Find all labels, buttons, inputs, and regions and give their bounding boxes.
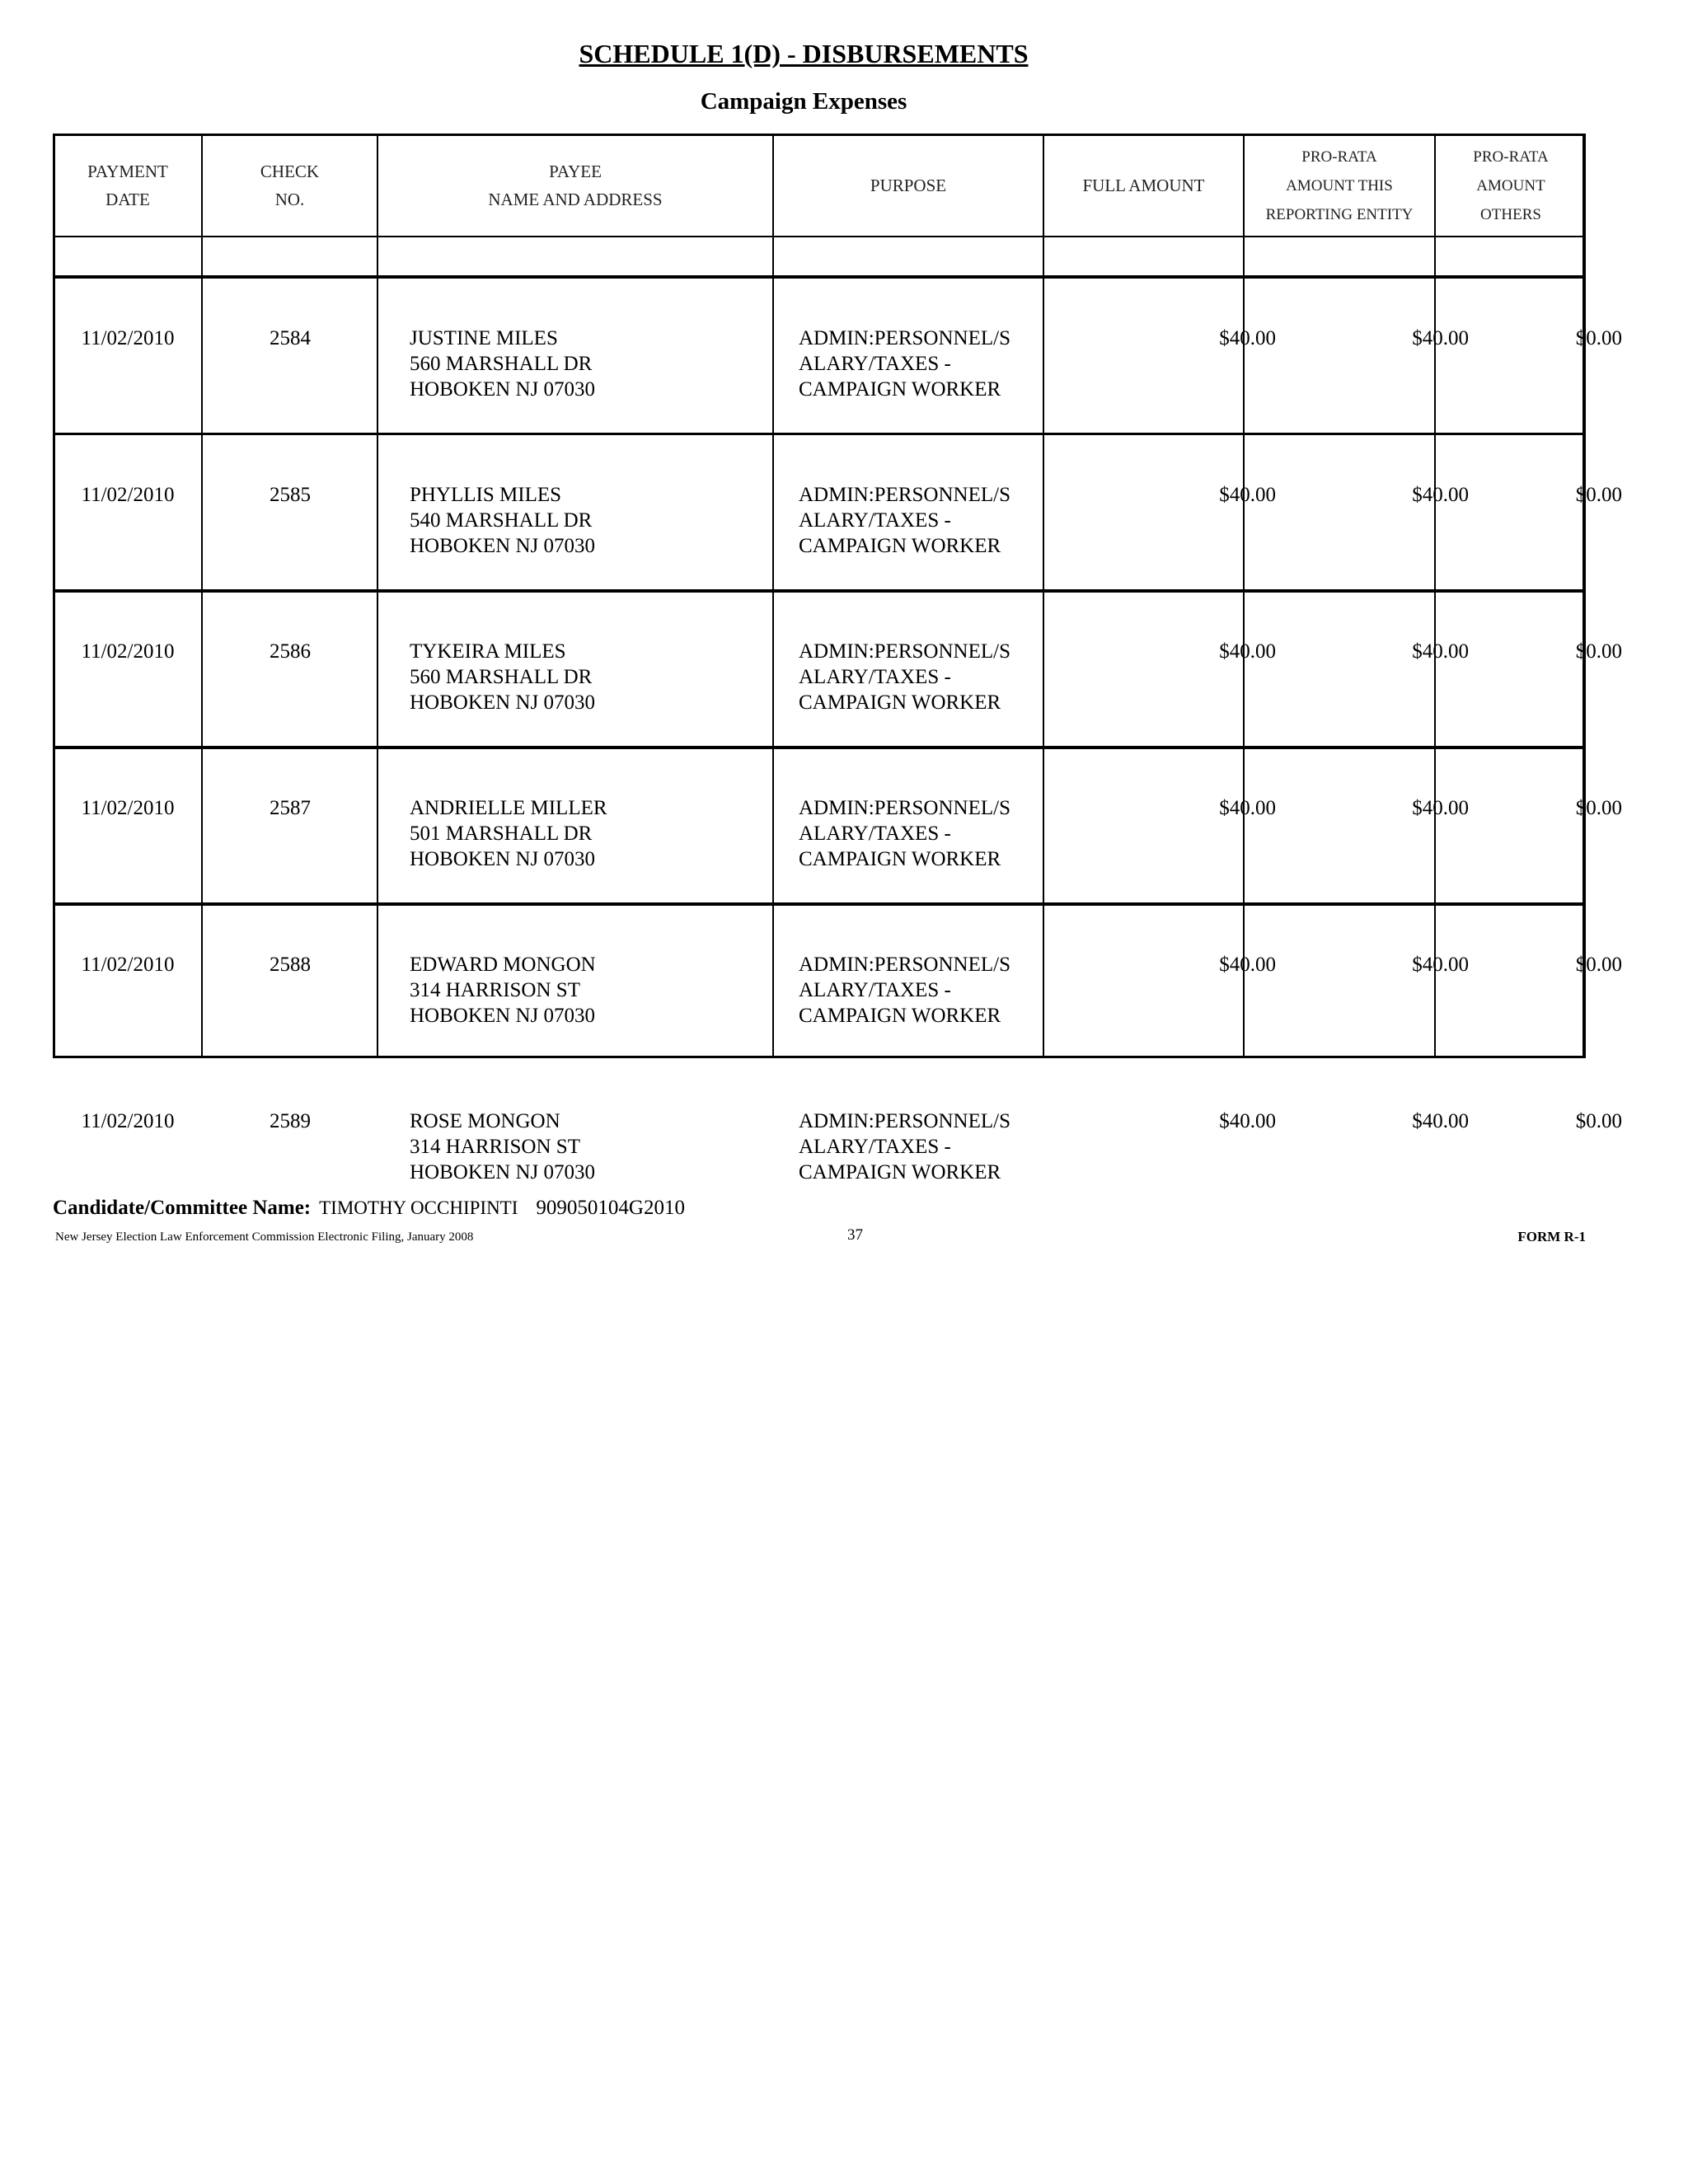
payee: [410, 795, 772, 872]
purpose: ADMIN:PERSONNEL/S ALARY/TAXES - CAMPAIGN WORKER: [799, 484, 1010, 557]
committee-id: 909050104G2010: [536, 1197, 685, 1219]
full-amount: $40.00: [1219, 640, 1276, 663]
header-pro-rata-entity: PRO-RATA AMOUNT THIS REPORTING ENTITY: [1265, 148, 1414, 223]
header-pro-rata-others: PRO-RATA AMOUNT OTHERS: [1473, 148, 1549, 223]
full-amount: $40.00: [1219, 1110, 1276, 1132]
payee-city: HOBOKEN NJ 07030: [410, 378, 595, 401]
full-amount: $40.00: [1219, 797, 1276, 819]
pro-rata-entity: $40.00: [1412, 797, 1469, 819]
pro-rata-others: $0.00: [1575, 797, 1622, 819]
payee-street: 560 MARSHALL DR: [410, 666, 593, 688]
table-row: [53, 795, 1622, 952]
check-number: 2586: [270, 640, 311, 663]
full-amount: $40.00: [1219, 327, 1276, 349]
page-number: 37: [847, 1226, 863, 1244]
pro-rata-others: $0.00: [1575, 1110, 1622, 1132]
pro-rata-entity: $40.00: [1412, 327, 1469, 349]
pro-rata-others: $0.00: [1575, 327, 1622, 349]
payee-name: ANDRIELLE MILLER: [410, 797, 607, 819]
pro-rata-entity: $40.00: [1412, 484, 1469, 506]
schedule-title: SCHEDULE 1(D) - DISBURSEMENTS: [579, 39, 1029, 68]
purpose: ADMIN:PERSONNEL/S ALARY/TAXES - CAMPAIGN WORKER: [799, 797, 1010, 870]
payment-date: 11/02/2010: [81, 484, 175, 506]
payment-date: 11/02/2010: [81, 797, 175, 819]
table-row: [53, 482, 1622, 639]
payment-date: 11/02/2010: [81, 640, 175, 663]
purpose: ADMIN:PERSONNEL/S ALARY/TAXES - CAMPAIGN WORKER: [799, 954, 1010, 1027]
filing-note: New Jersey Election Law Enforcement Commission Electronic Filing, January 2008: [55, 1230, 474, 1244]
pro-rata-others: $0.00: [1575, 484, 1622, 506]
committee-name: TIMOTHY OCCHIPINTI: [319, 1197, 518, 1218]
check-number: 2585: [270, 484, 311, 506]
header-purpose: PURPOSE: [870, 176, 947, 195]
payee-name: ROSE MONGON: [410, 1110, 560, 1132]
header-full-amount: FULL AMOUNT: [1082, 176, 1205, 195]
table-row: [53, 326, 1622, 482]
pro-rata-entity: $40.00: [1412, 640, 1469, 663]
row-divider: [53, 275, 1586, 279]
payee-street: 560 MARSHALL DR: [410, 353, 593, 375]
payment-date: 11/02/2010: [81, 1110, 175, 1132]
purpose: ADMIN:PERSONNEL/S ALARY/TAXES - CAMPAIGN WORKER: [799, 327, 1010, 401]
header-check-no: CHECK NO.: [260, 162, 320, 209]
check-number: 2584: [270, 327, 311, 349]
purpose: ADMIN:PERSONNEL/S ALARY/TAXES - CAMPAIGN WORKER: [799, 640, 1010, 714]
payee: [410, 1108, 772, 1185]
schedule-subtitle: Campaign Expenses: [700, 88, 907, 115]
payee: [410, 482, 772, 559]
payee-city: HOBOKEN NJ 07030: [410, 848, 595, 870]
payee-street: 314 HARRISON ST: [410, 1136, 580, 1158]
payee-name: JUSTINE MILES: [410, 327, 558, 349]
table-row: [53, 639, 1622, 795]
form-id: FORM R-1: [1517, 1229, 1586, 1244]
pro-rata-entity: $40.00: [1412, 954, 1469, 976]
payee-name: TYKEIRA MILES: [410, 640, 566, 663]
payee: [410, 639, 772, 715]
payee-city: HOBOKEN NJ 07030: [410, 1161, 595, 1183]
pro-rata-entity: $40.00: [1412, 1110, 1469, 1132]
committee-name-label: Candidate/Committee Name:: [53, 1197, 312, 1219]
check-number: 2587: [270, 797, 311, 819]
payee: [410, 952, 772, 1029]
payee-name: EDWARD MONGON: [410, 954, 596, 976]
payment-date: 11/02/2010: [81, 327, 175, 349]
purpose: ADMIN:PERSONNEL/S ALARY/TAXES - CAMPAIGN WORKER: [799, 1110, 1010, 1183]
payee-name: PHYLLIS MILES: [410, 484, 562, 506]
pro-rata-others: $0.00: [1575, 640, 1622, 663]
table-row: [53, 952, 1622, 1108]
full-amount: $40.00: [1219, 954, 1276, 976]
payee-city: HOBOKEN NJ 07030: [410, 691, 595, 714]
header-payment-date: PAYMENT DATE: [87, 162, 168, 209]
header-payee: PAYEE NAME AND ADDRESS: [488, 162, 663, 209]
committee-name-line: [53, 1197, 685, 1220]
check-number: 2589: [270, 1110, 311, 1132]
payee-city: HOBOKEN NJ 07030: [410, 535, 595, 557]
check-number: 2588: [270, 954, 311, 976]
full-amount: $40.00: [1219, 484, 1276, 506]
payment-date: 11/02/2010: [81, 954, 175, 976]
payee-city: HOBOKEN NJ 07030: [410, 1005, 595, 1027]
payee-street: 540 MARSHALL DR: [410, 509, 593, 532]
payee: [410, 326, 772, 402]
payee-street: 501 MARSHALL DR: [410, 823, 593, 845]
pro-rata-others: $0.00: [1575, 954, 1622, 976]
payee-street: 314 HARRISON ST: [410, 979, 580, 1001]
